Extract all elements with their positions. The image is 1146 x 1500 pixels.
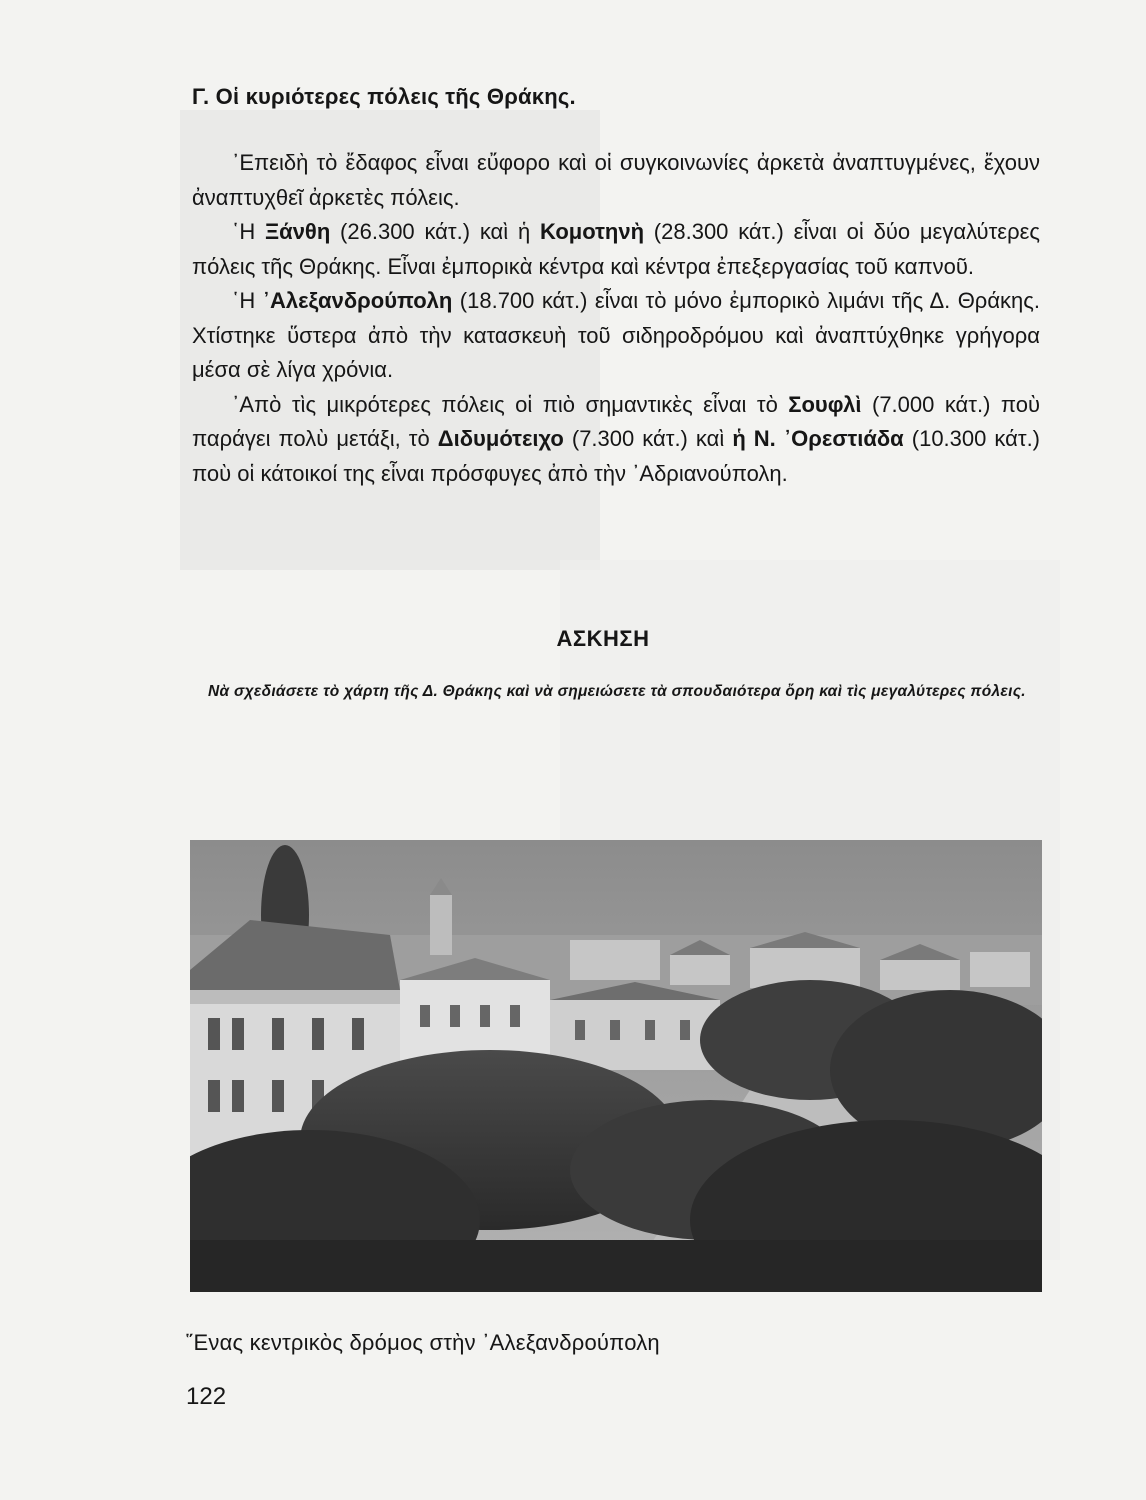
bold-term: Σουφλὶ: [788, 391, 862, 417]
photo-image: [190, 840, 1042, 1292]
text-segment: (18.700 κάτ.) εἶναι τὸ μόνο ἐμπορικὸ λιμάνι τῆς Δ. Θράκης. Χτίστηκε ὕστερα ἀπὸ τὴν κατασκευὴ τοῦ σιδηροδρόμου καὶ ἀναπτύχθηκε γρήγορα μέσα σὲ λίγα χρόνια.: [192, 288, 1040, 382]
text-segment: (26.300 κάτ.) καὶ ἡ: [330, 219, 540, 244]
text-segment: ᾿Απὸ τὶς μικρότερες πόλεις οἱ πιὸ σημαντικὲς εἶναι τὸ: [232, 391, 789, 417]
paragraph: [192, 146, 1040, 215]
bold-term: Ξάνθη: [265, 219, 331, 244]
text-segment: ᾿Επειδὴ τὸ ἔδαφος εἶναι εὔφορο καὶ οἱ συγκοινωνίες ἀρκετὰ ἀναπτυγμένες, ἔχουν ἀναπτυχθεῖ ἀρκετὲς πόλεις.: [192, 150, 1040, 210]
bold-term: Κομοτηνὴ: [539, 219, 645, 244]
text-segment: (7.300 κάτ.) καὶ: [563, 426, 733, 451]
bold-term: Διδυμότειχο: [437, 426, 564, 451]
exercise-text: [192, 679, 1038, 705]
text-segment: (28.300 κάτ.) εἶναι οἱ δύο μεγαλύτερες πόλεις τῆς Θράκης. Εἶναι ἐμπορικὰ κέντρα καὶ κέντρα ἐπεξεργασίας τοῦ καπνοῦ.: [192, 219, 1040, 279]
text-segment: ῾Η: [232, 219, 266, 244]
paragraph: [192, 215, 1040, 284]
body-text: [192, 146, 1040, 491]
photo-street-alexandroupoli: [190, 840, 1042, 1292]
paragraph: [192, 388, 1040, 492]
bold-term: ᾿Αλεξανδρούπολη: [262, 288, 453, 313]
photo-caption: ῞Ενας κεντρικὸς δρόμος στὴν ᾿Αλεξανδρούπολη: [186, 1330, 660, 1355]
text-segment: ῾Η: [232, 288, 263, 313]
section-title: Γ. Οἱ κυριότερες πόλεις τῆς Θράκης.: [192, 84, 576, 109]
text-segment: (7.000 κάτ.) ποὺ παράγει πολὺ μετάξι, τὸ: [192, 391, 1040, 451]
page-number: 122: [186, 1383, 227, 1410]
bold-term: ἡ Ν. ᾿Ορεστιάδα: [732, 426, 904, 451]
exercise-title: ΑΣΚΗΣΗ: [556, 626, 650, 651]
text-segment: (10.300 κάτ.) ποὺ οἱ κάτοικοί της εἶναι πρόσφυγες ἀπὸ τὴν ᾿Αδριανούπολη.: [192, 426, 1041, 486]
paragraph: [192, 284, 1040, 388]
exercise-text-content: Νὰ σχεδιάσετε τὸ χάρτη τῆς Δ. Θράκης καὶ νὰ σημειώσετε τὰ σπουδαιότερα ὄρη καὶ τὶς μεγαλύτερες πόλεις.: [208, 683, 1026, 700]
